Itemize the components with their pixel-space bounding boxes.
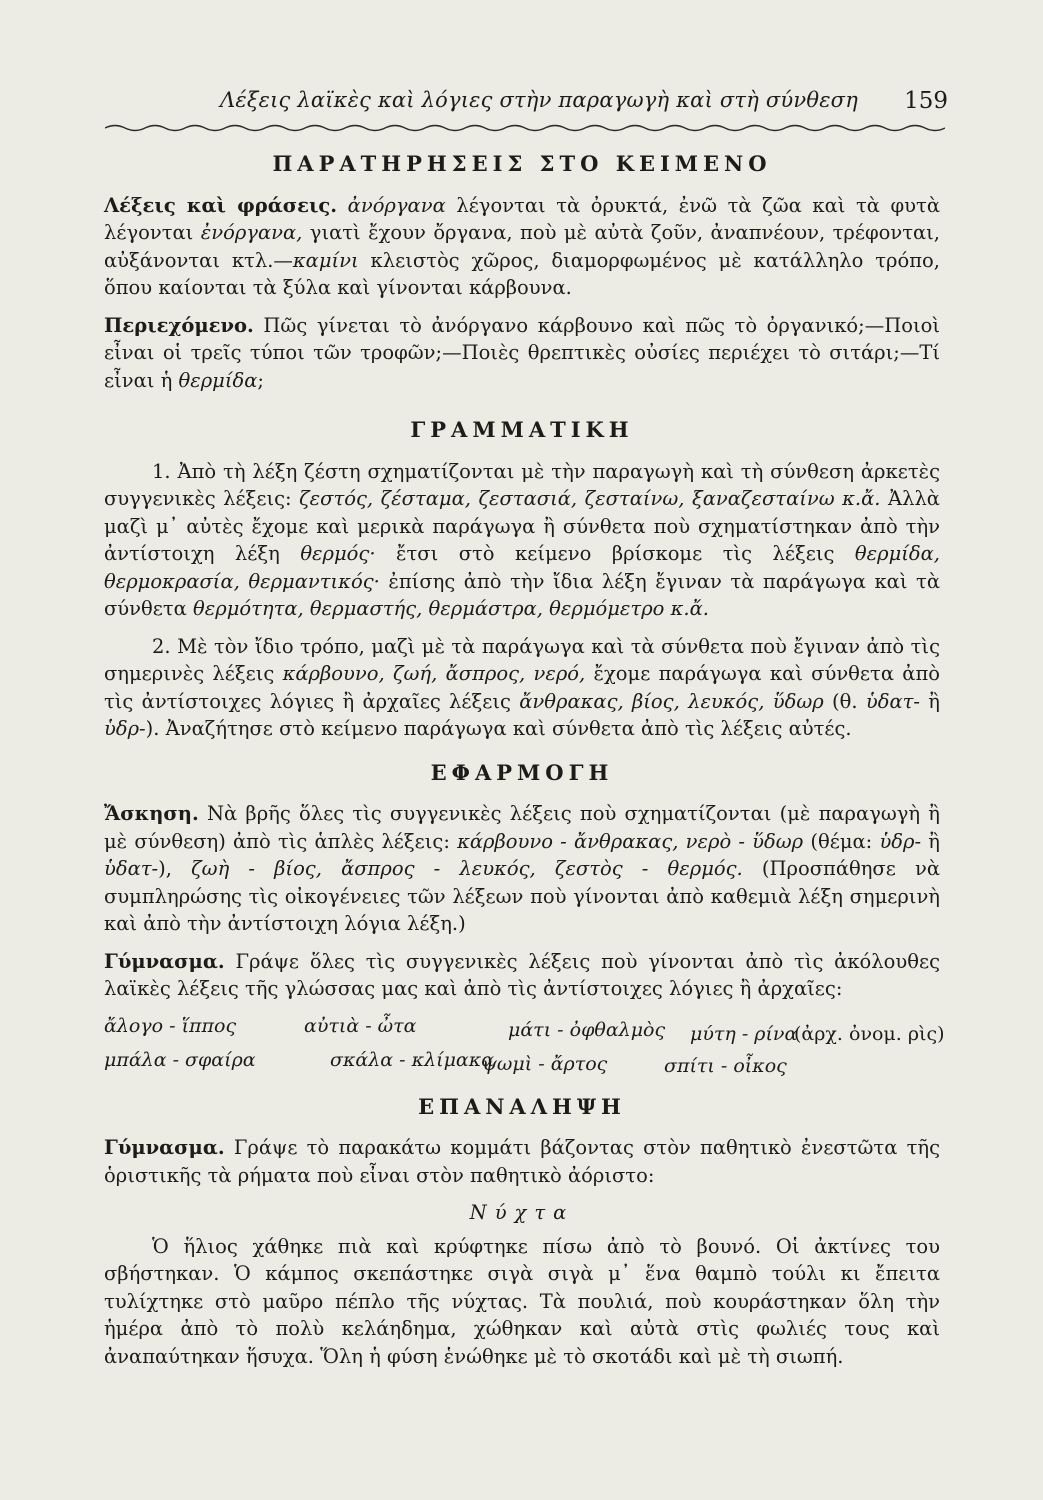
lead-gymnasma: Γύμνασμα. bbox=[104, 949, 225, 973]
word-pair: ἄλογο - ἵππος bbox=[104, 1014, 237, 1037]
term: θερμός· bbox=[300, 542, 376, 565]
paragraph-content-questions bbox=[104, 312, 940, 395]
paragraph-grammar-2 bbox=[104, 633, 940, 743]
word-pairs-grid bbox=[104, 1013, 945, 1083]
text: ἔτσι στὸ κείμενο βρίσκομε τὶς λέξεις bbox=[375, 542, 855, 565]
paragraph-grammar-1 bbox=[104, 458, 940, 623]
passage-title: Νύχτα bbox=[469, 1201, 575, 1224]
text: Νὰ βρῆς ὅλες τὶς συγγενικὲς λέξεις ποὺ σχηματίζονται (μὲ παραγωγὴ ἢ μὲ σύνθεση) ἀπὸ τὶς ἁπλὲς λέξεις: bbox=[104, 802, 940, 853]
text: Πῶς γίνεται τὸ ἀνόργανο κάρβουνο καὶ πῶς τὸ ὀργανικό;—Ποιοὶ εἶναι οἱ τρεῖς τύποι τῶν τροφῶν;—Ποιὲς θρεπτικὲς οὐσίες περιέχει τὸ σιτάρι;—Τί εἶναι ἡ bbox=[104, 313, 940, 392]
lead-exercise: Ἄσκηση. bbox=[104, 802, 199, 825]
term: ὑδρ- bbox=[879, 829, 922, 853]
lead-gymnasma: Γύμνασμα. bbox=[104, 1136, 225, 1159]
term: ζωὴ - βίος, ἄσπρος - λευκός, ζεστὸς - θερμός. bbox=[191, 857, 743, 880]
page-header bbox=[108, 86, 948, 126]
text: ), bbox=[158, 857, 192, 880]
term: ἀνόργανα bbox=[347, 193, 446, 217]
text: κλειστὸς χῶρος, διαμορφωμένος μὲ κατάλληλο τρόπο, ὅπου καίονται τὰ ξύλα καὶ γίνονται κάρβουνα. bbox=[104, 248, 940, 299]
section-heading-review: ΕΠΑΝΑΛΗΨΗ bbox=[418, 1093, 626, 1119]
header-rule bbox=[105, 122, 945, 134]
term: κάρβουνο, ζωή, ἄσπρος, νερό, bbox=[282, 662, 586, 685]
passage-night: Ὁ ἥλιος χάθηκε πιὰ καὶ κρύφτηκε πίσω ἀπὸ τὸ βουνό. Οἱ ἀκτίνες του σβήστηκαν. Ὁ κάμπος σκεπάστηκε σιγὰ σιγὰ μ᾽ ἕνα θαμπὸ τούλι κι ἔπειτα τυλίχτηκε στὸ μαῦρο πέπλο τῆς νύχτας. Τὰ πουλιά, ποὺ κουράστηκαν ὅλη τὴν ἡμέρα ἀπὸ τὸ πολὺ κελάηδημα, χώθηκαν καὶ αὐτὰ στὶς φωλιές τους καὶ ἀναπαύτηκαν ἥσυχα. Ὅλη ἡ φύση ἑνώθηκε μὲ τὸ σκοτάδι καὶ μὲ τὴ σιωπή. bbox=[104, 1234, 940, 1368]
lead-content: Περιεχόμενο. bbox=[104, 313, 254, 337]
term: ἐνόργανα, bbox=[200, 221, 303, 244]
text: ἢ bbox=[921, 829, 940, 853]
word-pair: ψωμὶ - ἄρτος bbox=[482, 1052, 608, 1075]
term: ζεστός, ζέσταμα, ζεστασιά, ζεσταίνω, ξαναζεσταίνω κ.ἄ. bbox=[299, 487, 881, 510]
term: θερμίδα, θερμοκρασία, θερμαντικός· bbox=[104, 542, 940, 593]
text: ; bbox=[257, 368, 264, 392]
term: ὑδατ- bbox=[865, 689, 920, 713]
section-heading-grammar: ΓΡΑΜΜΑΤΙΚΗ bbox=[410, 417, 634, 442]
term: ὑδατ- bbox=[104, 857, 159, 880]
word-pair: αὐτιὰ - ὦτα bbox=[304, 1014, 417, 1037]
term: καμίνι bbox=[292, 248, 359, 272]
text: ἔχομε παράγωγα καὶ σύνθετα ἀπὸ τὶς ἀντίστοιχες λόγιες ἢ ἀρχαῖες λέξεις bbox=[104, 662, 940, 713]
text: (Προσπάθησε νὰ συμπληρώσης τὶς οἰκογένειες τῶν λέξεων ποὺ γίνονται ἀπὸ καθεμιὰ λέξη σημερινὴ καὶ ἀπὸ τὴν ἀντίστοιχη λόγια λέξη.) bbox=[104, 857, 940, 935]
term: θερμίδα bbox=[178, 368, 258, 392]
text: (θ. bbox=[823, 689, 866, 713]
text: Ἀλλὰ μαζὶ μ᾽ αὐτὲς ἔχομε καὶ μερικὰ παράγωγα ἢ σύνθετα ποὺ σχηματίστηκαν ἀπὸ τὴν ἀντίστοιχη λέξη bbox=[104, 487, 940, 565]
term: κάρβουνο - ἄνθρακας, νερὸ - ὕδωρ bbox=[457, 829, 804, 853]
text: 1. Ἀπὸ τὴ λέξη ζέστη σχηματίζονται μὲ τὴν παραγωγὴ καὶ τὴ σύνθεση ἀρκετὲς συγγενικὲς λέξεις: bbox=[104, 459, 940, 510]
text: λέγονται τὰ ὀρυκτά, ἐνῶ τὰ ζῶα καὶ τὰ φυτὰ λέγονται bbox=[104, 193, 940, 244]
paragraph-words-and-phrases bbox=[104, 192, 940, 302]
paragraph-exercise bbox=[104, 800, 940, 938]
word-pair: σκάλα - κλίμακα bbox=[330, 1048, 495, 1071]
text: Γράψε τὸ παρακάτω κομμάτι βάζοντας στὸν παθητικὸ ἐνεστῶτα τῆς ὁριστικῆς τὰ ρήματα ποὺ εἶναι στὸν παθητικὸ ἀόριστο: bbox=[104, 1136, 940, 1187]
paragraph-gymnasma-1 bbox=[104, 948, 940, 1003]
text: ). Ἀναζήτησε στὸ κείμενο παράγωγα καὶ σύνθετα ἀπὸ τὶς λέξεις αὐτές. bbox=[145, 717, 852, 740]
term: θερμότητα, θερμαστής, θερμάστρα, θερμόμετρο κ.ἄ. bbox=[193, 597, 709, 620]
page-number: 159 bbox=[904, 88, 948, 114]
word-pair: μπάλα - σφαίρα bbox=[104, 1048, 256, 1071]
text: γιατὶ ἔχουν ὄργανα, ποὺ μὲ αὐτὰ ζοῦν, ἀναπνέουν, τρέφονται, αὐξάνονται κτλ.— bbox=[104, 221, 940, 272]
word-pair: μάτι - ὀφθαλμὸς bbox=[508, 1018, 666, 1041]
word-pair: σπίτι - οἶκος bbox=[664, 1054, 787, 1077]
text: ἢ bbox=[920, 689, 940, 713]
word-note: (ἀρχ. ὀνομ. ρὶς) bbox=[794, 1022, 945, 1045]
word-pair: μύτη - ρίνα bbox=[690, 1022, 798, 1045]
page-content bbox=[104, 150, 945, 1380]
text: 2. Μὲ τὸν ἴδιο τρόπο, μαζὶ μὲ τὰ παράγωγα καὶ τὰ σύνθετα ποὺ ἔγιναν ἀπὸ τὶς σημερινὲς λέξεις bbox=[104, 634, 940, 685]
text: ἐπίσης ἀπὸ τὴν ἴδια λέξη ἔγιναν τὰ παράγωγα καὶ τὰ σύνθετα bbox=[104, 569, 941, 620]
section-heading-application: ΕΦΑΡΜΟΓΗ bbox=[430, 759, 614, 785]
section-heading-observations: ΠΑΡΑΤΗΡΗΣΕΙΣ ΣΤΟ ΚΕΙΜΕΝΟ bbox=[272, 151, 772, 176]
paragraph-gymnasma-2 bbox=[104, 1134, 940, 1189]
running-title: Λέξεις λαϊκὲς καὶ λόγιες στὴν παραγωγὴ καὶ στὴ σύνθεση bbox=[220, 88, 858, 112]
term: ἄνθρακας, βίος, λευκός, ὕδωρ bbox=[519, 689, 824, 713]
text: Γράψε ὅλες τὶς συγγενικὲς λέξεις ποὺ γίνονται ἀπὸ τὶς ἀκόλουθες λαϊκὲς λέξεις τῆς γλώσσας μας καὶ ἀπὸ τὶς ἀντίστοιχες λόγιες ἢ ἀρχαῖες: bbox=[104, 949, 940, 1000]
text: (θέμα: bbox=[803, 829, 880, 853]
lead-words-and-phrases: Λέξεις καὶ φράσεις. bbox=[104, 193, 338, 217]
term: ὑδρ- bbox=[104, 717, 146, 740]
